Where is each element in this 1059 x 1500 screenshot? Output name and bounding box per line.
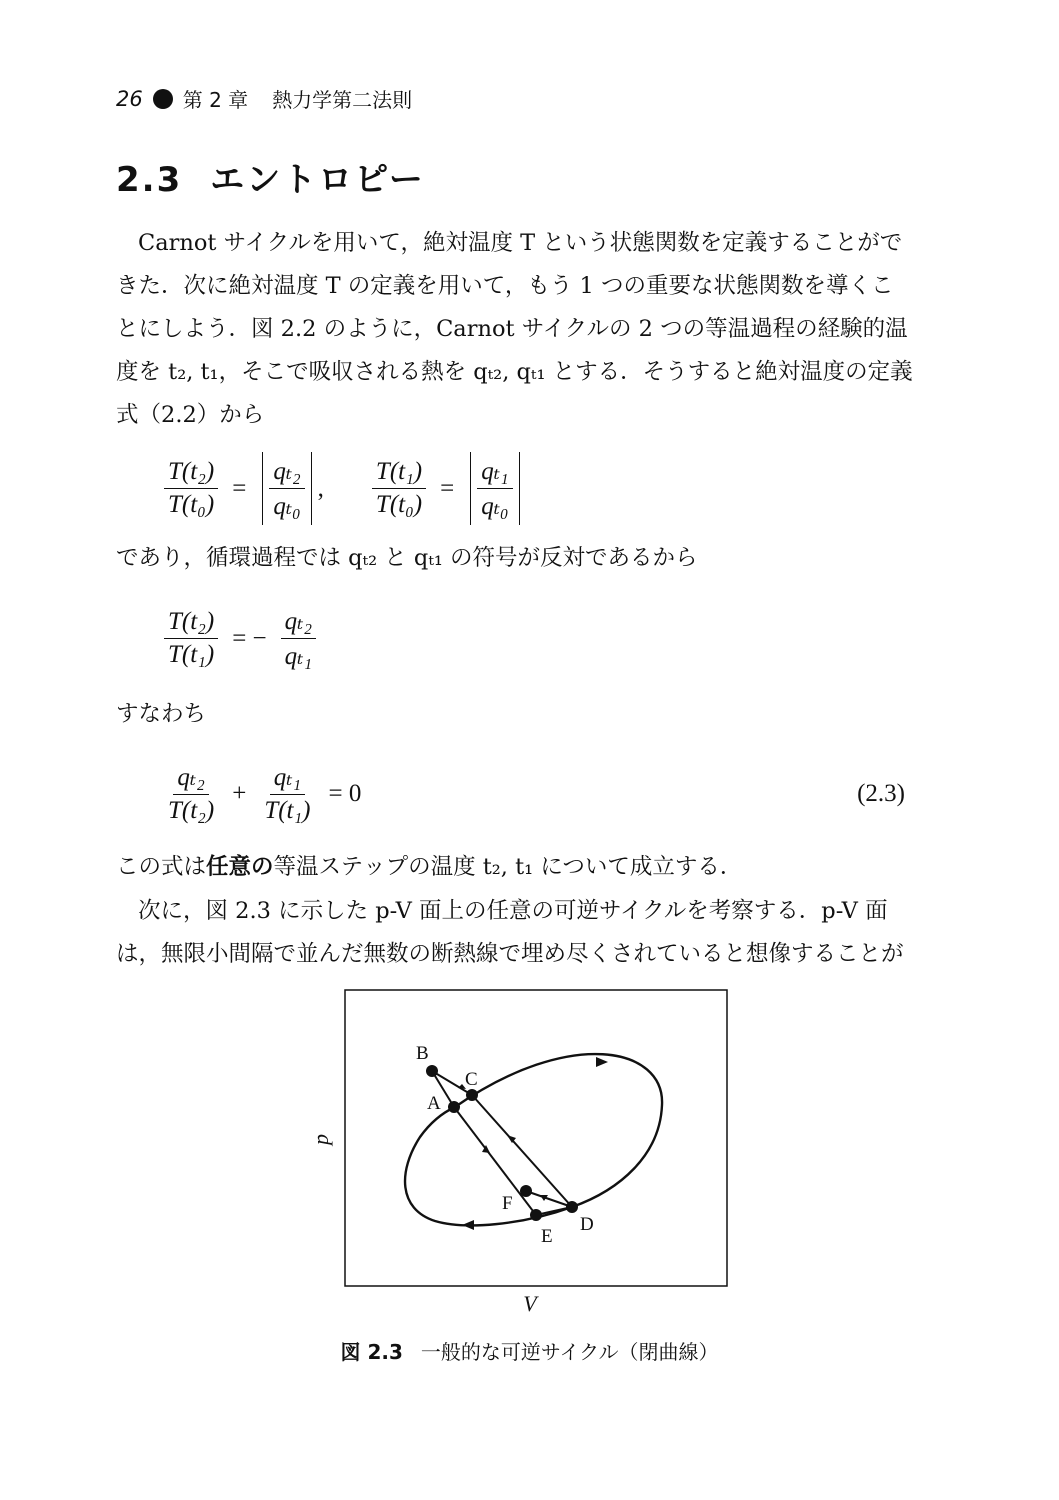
- label-f: F: [502, 1193, 513, 1214]
- denominator: T(t₁): [264, 797, 311, 824]
- numerator: qₜ₂: [269, 456, 304, 489]
- bullet-dot-icon: [153, 89, 173, 109]
- denominator: qₜ₀: [273, 493, 301, 520]
- equals-sign: =: [232, 474, 247, 502]
- paragraph-2: であり，循環過程では qₜ₂ と qₜ₁ の符号が反対であるから: [116, 545, 698, 571]
- y-axis-label: p: [308, 1134, 333, 1145]
- label-a: A: [427, 1093, 441, 1114]
- paragraph-line: Carnot サイクルを用いて，絶対温度 T という状態関数を定義することがで: [138, 230, 903, 256]
- numerator: qₜ₁: [270, 762, 305, 795]
- label-b: B: [416, 1043, 429, 1064]
- segment-ae: [454, 1107, 536, 1215]
- plus-sign: +: [232, 779, 247, 807]
- text-span: この式は: [116, 854, 207, 880]
- section-heading: [116, 152, 425, 201]
- equation-3: [160, 762, 905, 825]
- point-b: [426, 1065, 438, 1077]
- numerator: T(t₂): [164, 608, 218, 639]
- equation-number: (2.3): [857, 779, 905, 807]
- equals-sign: =: [440, 474, 455, 502]
- paragraph-1: [116, 222, 946, 437]
- denominator: qₜ₀: [481, 493, 509, 520]
- caption-text: 一般的な可逆サイクル（閉曲線）: [420, 1340, 719, 1364]
- page-number: 26: [116, 86, 143, 111]
- point-f: [520, 1185, 532, 1197]
- running-head: [116, 84, 412, 113]
- paragraph-line: きた．次に絶対温度 T の定義を用いて，もう 1 つの重要な状態関数を導くこ: [116, 273, 894, 299]
- equals-zero: = 0: [328, 779, 362, 807]
- label-e: E: [541, 1226, 553, 1247]
- fraction: [260, 762, 314, 825]
- equation-1: [160, 452, 526, 525]
- denominator: T(t₀): [168, 491, 215, 518]
- chapter-title: 熱力学第二法則: [272, 88, 413, 112]
- comma: ,: [317, 474, 324, 502]
- denominator: T(t₂): [168, 797, 215, 824]
- point-a: [448, 1101, 460, 1113]
- paragraph-line: は，無限小間隔で並んだ無数の断熱線で埋め尽くされていると想像することが: [116, 941, 904, 967]
- section-title: エントロピー: [210, 160, 425, 200]
- cycle-curve: [405, 1054, 662, 1225]
- section-number: 2.3: [116, 160, 183, 200]
- fraction: [164, 762, 218, 825]
- figure-caption: [0, 1336, 1059, 1365]
- paragraph-line: 度を t₂, t₁，そこで吸収される熱を qₜ₂, qₜ₁ とする．そうすると絶対温度の定義: [116, 359, 913, 385]
- denominator: T(t₀): [375, 491, 423, 518]
- point-e: [530, 1209, 542, 1221]
- point-c: [466, 1089, 478, 1101]
- label-c: C: [465, 1069, 478, 1090]
- label-d: D: [580, 1214, 594, 1235]
- paragraph-5: [116, 890, 946, 976]
- x-axis-label: V: [523, 1291, 537, 1315]
- numerator: T(t₁): [372, 458, 426, 489]
- absolute-value: [470, 452, 519, 525]
- denominator: qₜ₁: [284, 643, 313, 670]
- equals-minus-sign: = −: [232, 624, 267, 652]
- numerator: qₜ₂: [281, 606, 316, 639]
- figure-frame: [345, 990, 727, 1286]
- paragraph-line: 次に，図 2.3 に示した p-V 面上の任意の可逆サイクルを考察する．p-V 面: [138, 898, 888, 924]
- numerator: qₜ₂: [173, 762, 208, 795]
- numerator: T(t₂): [164, 458, 218, 489]
- fraction: [281, 606, 316, 671]
- fraction: [372, 458, 426, 519]
- equation-2: [160, 606, 320, 671]
- fraction: [164, 608, 218, 669]
- paragraph-3: すなわち: [116, 701, 207, 727]
- point-d: [566, 1201, 578, 1213]
- bold-text: 任意の: [206, 854, 274, 880]
- arrow-icon: [462, 1220, 474, 1230]
- text-span: 等温ステップの温度 t₂, t₁ について成立する．: [273, 854, 743, 880]
- denominator: T(t₁): [168, 641, 215, 668]
- numerator: qₜ₁: [477, 456, 512, 489]
- caption-label: 図 2.3: [340, 1340, 403, 1364]
- arrow-icon: [596, 1057, 608, 1067]
- paragraph-line: とにしよう．図 2.2 のように，Carnot サイクルの 2 つの等温過程の経験的温: [116, 316, 908, 342]
- figure-pv-diagram: [300, 985, 750, 1315]
- chapter-number: 第 2 章: [182, 88, 249, 112]
- paragraph-4: [116, 846, 946, 889]
- paragraph-line: 式（2.2）から: [116, 402, 265, 428]
- fraction: [164, 458, 218, 519]
- absolute-value: [262, 452, 311, 525]
